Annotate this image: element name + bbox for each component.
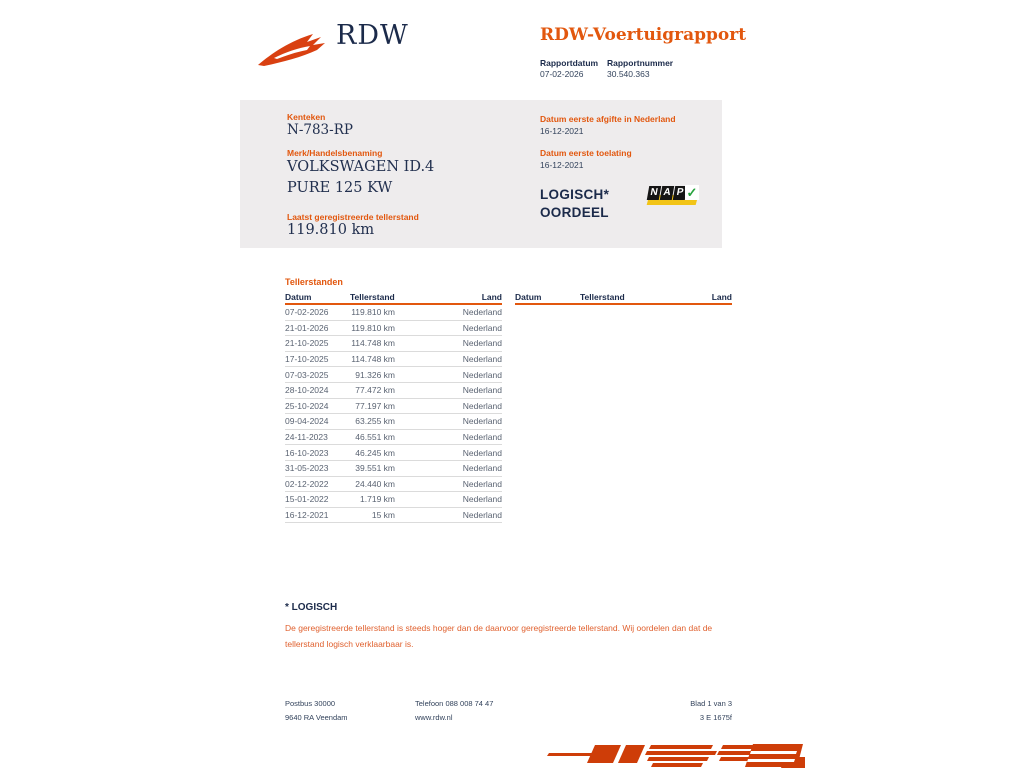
rdw-logo-text: RDW bbox=[336, 20, 409, 51]
table-header-row bbox=[515, 290, 732, 305]
table-row bbox=[285, 352, 502, 368]
table-row bbox=[285, 492, 502, 508]
kenteken-value: N-783-RP bbox=[287, 122, 353, 138]
table-row bbox=[285, 461, 502, 477]
toelating-value: 16-12-2021 bbox=[540, 160, 584, 170]
footer-address-line1: Postbus 30000 bbox=[285, 699, 336, 708]
rdw-stripes-graphic bbox=[545, 739, 805, 768]
cell-datum: 16-12-2021 bbox=[285, 510, 329, 521]
cell-land: Nederland bbox=[462, 478, 502, 489]
column-header-datum: Datum bbox=[515, 292, 542, 302]
cell-tellerstand: 114.748 km bbox=[351, 338, 395, 349]
column-header-datum: Datum bbox=[285, 292, 312, 302]
cell-land: Nederland bbox=[462, 307, 502, 318]
tellerstanden-table-left bbox=[285, 290, 502, 523]
cell-land: Nederland bbox=[462, 432, 502, 443]
cell-land: Nederland bbox=[462, 369, 502, 380]
cell-datum: 16-10-2023 bbox=[285, 447, 329, 458]
table-row bbox=[285, 399, 502, 415]
cell-datum: 15-01-2022 bbox=[285, 494, 329, 505]
cell-tellerstand: 119.810 km bbox=[351, 307, 395, 318]
cell-tellerstand: 63.255 km bbox=[355, 416, 395, 427]
cell-land: Nederland bbox=[462, 416, 502, 427]
nap-checkmark-icon: ✓ bbox=[686, 185, 698, 200]
cell-datum: 21-01-2026 bbox=[285, 322, 329, 333]
cell-tellerstand: 114.748 km bbox=[351, 354, 395, 365]
kenteken-label: Kenteken bbox=[287, 112, 326, 122]
vehicle-summary-panel bbox=[240, 100, 722, 248]
table-row bbox=[285, 414, 502, 430]
table-row bbox=[285, 321, 502, 337]
table-row bbox=[285, 477, 502, 493]
cell-land: Nederland bbox=[462, 322, 502, 333]
cell-tellerstand: 77.472 km bbox=[355, 385, 395, 396]
cell-datum: 17-10-2025 bbox=[285, 354, 329, 365]
table-row bbox=[285, 367, 502, 383]
report-number-value: 30.540.363 bbox=[607, 69, 650, 79]
table-header-row bbox=[285, 290, 502, 305]
cell-tellerstand: 46.245 km bbox=[355, 447, 395, 458]
footer-page-number: Blad 1 van 3 bbox=[690, 699, 732, 708]
cell-land: Nederland bbox=[462, 385, 502, 396]
column-header-tellerstand: Tellerstand bbox=[580, 292, 625, 302]
nap-letter-p: P bbox=[673, 186, 687, 200]
tellerstanden-section-title: Tellerstanden bbox=[285, 277, 343, 287]
tellerstanden-table-right bbox=[515, 290, 732, 305]
cell-datum: 24-11-2023 bbox=[285, 432, 328, 443]
cell-datum: 31-05-2023 bbox=[285, 463, 329, 474]
cell-tellerstand: 77.197 km bbox=[355, 400, 395, 411]
column-header-land: Land bbox=[481, 292, 502, 302]
cell-land: Nederland bbox=[462, 494, 502, 505]
nap-letter-a: A bbox=[660, 186, 674, 200]
toelating-label: Datum eerste toelating bbox=[540, 148, 632, 158]
laatste-tellerstand-value: 119.810 km bbox=[287, 222, 375, 238]
cell-datum: 21-10-2025 bbox=[285, 338, 329, 349]
cell-land: Nederland bbox=[462, 354, 502, 365]
cell-tellerstand: 46.551 km bbox=[355, 432, 395, 443]
cell-land: Nederland bbox=[462, 447, 502, 458]
oordeel-line2: OORDEEL bbox=[540, 205, 609, 220]
column-header-land: Land bbox=[711, 292, 732, 302]
cell-land: Nederland bbox=[462, 338, 502, 349]
footer-phone: Telefoon 088 008 74 47 bbox=[415, 699, 494, 708]
table-row bbox=[285, 508, 502, 524]
laatste-tellerstand-label: Laatst geregistreerde tellerstand bbox=[287, 212, 419, 222]
column-header-tellerstand: Tellerstand bbox=[350, 292, 395, 302]
cell-datum: 07-02-2026 bbox=[285, 307, 329, 318]
cell-land: Nederland bbox=[462, 510, 502, 521]
footer-website: www.rdw.nl bbox=[415, 713, 453, 722]
nap-logo bbox=[647, 184, 701, 208]
afgifte-label: Datum eerste afgifte in Nederland bbox=[540, 114, 676, 124]
footer-form-code: 3 E 1675f bbox=[699, 713, 732, 722]
page-title: RDW-Voertuigrapport bbox=[540, 25, 747, 45]
cell-datum: 02-12-2022 bbox=[285, 478, 329, 489]
report-number-label: Rapportnummer bbox=[607, 58, 674, 68]
cell-tellerstand: 91.326 km bbox=[355, 369, 395, 380]
cell-land: Nederland bbox=[462, 400, 502, 411]
cell-tellerstand: 1.719 km bbox=[360, 494, 395, 505]
report-date-label: Rapportdatum bbox=[540, 58, 599, 68]
footer-address-line2: 9640 RA Veendam bbox=[285, 713, 348, 722]
cell-tellerstand: 24.440 km bbox=[355, 478, 395, 489]
cell-datum: 07-03-2025 bbox=[285, 369, 329, 380]
cell-datum: 09-04-2024 bbox=[285, 416, 329, 427]
table-row bbox=[285, 336, 502, 352]
merk-value-line1: VOLKSWAGEN ID.4 bbox=[287, 159, 435, 175]
cell-datum: 28-10-2024 bbox=[285, 385, 329, 396]
cell-datum: 25-10-2024 bbox=[285, 400, 329, 411]
report-date-value: 07-02-2026 bbox=[540, 69, 584, 79]
oordeel-line1: LOGISCH* bbox=[540, 187, 610, 202]
table-body bbox=[285, 305, 502, 523]
nap-letter-n: N bbox=[647, 186, 661, 200]
cell-tellerstand: 119.810 km bbox=[351, 322, 395, 333]
cell-land: Nederland bbox=[462, 463, 502, 474]
table-row bbox=[285, 445, 502, 461]
merk-value-line2: PURE 125 KW bbox=[287, 180, 393, 196]
cell-tellerstand: 39.551 km bbox=[355, 463, 395, 474]
table-row bbox=[285, 430, 502, 446]
merk-label: Merk/Handelsbenaming bbox=[287, 148, 383, 158]
oordeel-status bbox=[540, 186, 609, 222]
rdw-wing-logo-icon bbox=[256, 24, 332, 68]
logisch-note-title: * LOGISCH bbox=[285, 602, 338, 613]
logisch-note-text: De geregistreerde tellerstand is steeds hoger dan de daarvoor geregistreerde tellerstand. Wij oordelen dan dat de tellerstand logisch verklaarbaar is. bbox=[285, 623, 713, 649]
table-row bbox=[285, 305, 502, 321]
afgifte-value: 16-12-2021 bbox=[540, 126, 584, 136]
table-row bbox=[285, 383, 502, 399]
cell-tellerstand: 15 km bbox=[371, 510, 395, 521]
